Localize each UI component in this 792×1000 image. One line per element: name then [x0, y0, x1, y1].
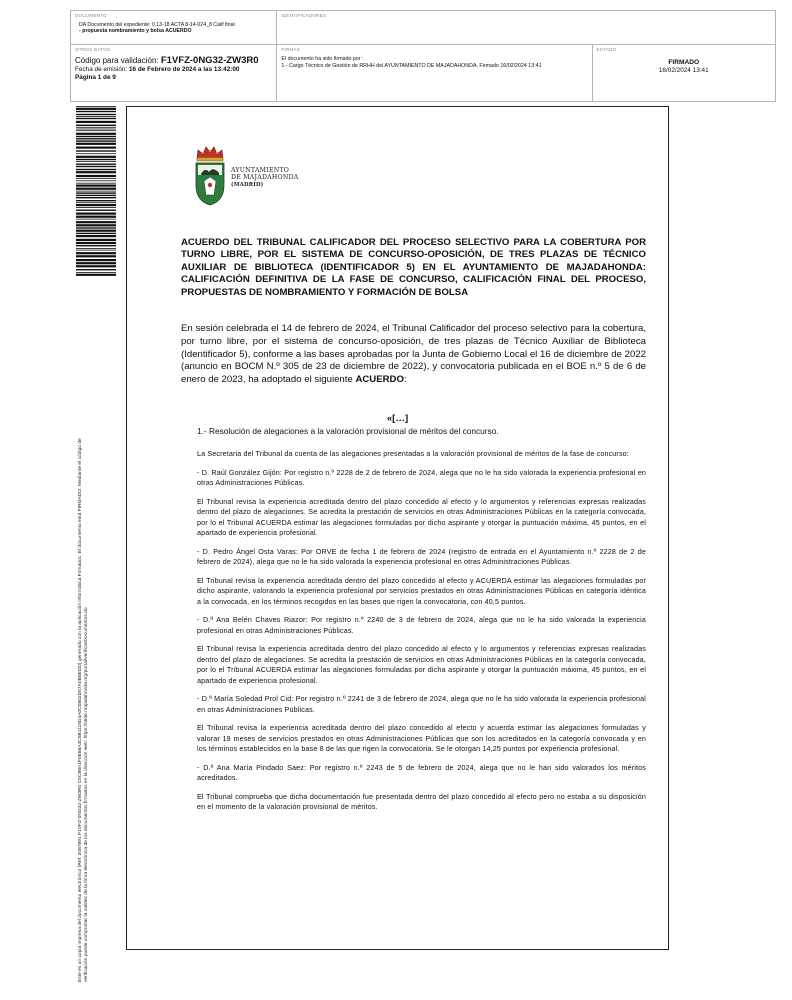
firmas-cell [276, 45, 591, 101]
otros-datos-cell [71, 45, 276, 101]
coat-of-arms-icon [193, 145, 227, 207]
identificadores-label: IDENTIFICADORES [281, 13, 327, 18]
fecha-label: Fecha de emisión: [75, 65, 128, 73]
document-page [126, 106, 669, 950]
documento-cell [71, 11, 276, 44]
barcode-image [76, 106, 116, 276]
status-badge: FIRMADO [668, 58, 700, 66]
documento-label: DOCUMENTO [75, 13, 107, 18]
paragraph-resolution: El Tribunal comprueba que dicha documentación fue presentada dentro del plazo concedido al efecto pero no estaba a su disposición en el momento de la valoración provisional de méritos. [197, 792, 646, 811]
paragraph-allegation: - D. Pedro Ángel Osta Varas: Por ORVE de fecha 1 de febrero de 2024 (registro de entrada en el Ayuntamiento n.º 2228 de 2 de febrero de 2024), alega que no le ha sido valorada la experiencia profesional en otras Administraciones Públicas. [197, 547, 646, 566]
organization-name [231, 167, 298, 189]
paragraph-resolution: El Tribunal revisa la experiencia acreditada dentro del plazo concedido al efecto y lo argumentos y referencias expresas realizadas dentro del plazo de alegaciones. Se acredita la prestación de servicios en otras Administraciones Públicas en la categoría convocada, por lo el Tribunal ACUERDA estimar las alegaciones formuladas por dicho aspirante y otorgar la puntuación máxima, 45 puntos, en el apartado de experiencia profesional. [197, 497, 646, 537]
validation-code: F1VFZ-0NG32-ZW3R0 [160, 54, 259, 66]
paragraph-resolution: El Tribunal revisa la experiencia acreditada dentro del plazo concedido al efecto y ACUERDA estimar las alegaciones formuladas por dicho aspirante, valorando la experiencia profesional por servicios prestados en otras Administraciones Públicas en categoría idéntica a la convocada, en los términos recogidos en las bases que rigen la convocatoria, con 40,5 puntos. [197, 576, 646, 606]
estado-label: ESTADO [596, 47, 617, 52]
org-line-1: AYUNTAMIENTO [231, 167, 290, 174]
verification-line-2: verificación puede comprobar la validez de la firma electrónica de los documentos firmados en la dirección web: https://sede.majadahonda.org/portal/verificarDocumentos.do [84, 607, 90, 982]
identificadores-cell [276, 11, 775, 44]
page-count: Página 1 de 9 [75, 73, 116, 81]
paragraph-allegation: - D.ª Ana Belén Chaves Riazor: Por registro n.º 2240 de 3 de febrero de 2024, alega que no le ha sido valorada la experiencia profesional en otras Administraciones Públicas. [197, 616, 646, 635]
verification-line-1: Este es un copia impresa del documento electrónico (Ref: 2087891 F1VFZ-0NG32-ZW3R0 C5C98A1F0E88A4C5B1115D4A0C0802D57A0B6EDD) generado con la aplicación informática Firmadoc. El documento está FIRMADO. Mediante el código de [78, 438, 83, 982]
org-line-2: DE MAJADAHONDA [231, 174, 299, 182]
paragraph-allegation: - D.ª Ana María Pindado Saez: Por registro n.º 2243 de 5 de febrero de 2024, alega que no le han sido valorados los méritos acreditados. [197, 763, 646, 782]
status-date: 16/02/2024 13:41 [658, 66, 709, 74]
firmas-label: FIRMAS [281, 47, 300, 52]
documento-line-2: - propuesta nombramiento y bolsa ACUERDO [79, 27, 192, 34]
paragraph-allegation: - D. Raúl González Gijón: Por registro n.º 2228 de 2 de febrero de 2024, alega que no le ha sido valorada la experiencia profesional en otras Administraciones Públicas. [197, 468, 646, 487]
paragraph-resolution: El Tribunal revisa la experiencia acreditada dentro del plazo concedido al efecto y acuerda estimar las alegaciones formuladas y valorar 19 meses de servicios prestados en otras Administraciones Públicas que son los acreditados en la categoría convocada y en los términos establecidos en la base 8 de las que rigen la convocatoria. Se le otorgan 14,25 puntos por experiencia profesional. [197, 724, 646, 753]
emission-date: 16 de Febrero de 2024 a las 13:42:00 [129, 65, 240, 73]
validation-code-line [75, 56, 272, 66]
org-line-3: (MADRID) [231, 181, 264, 188]
codigo-label: Código para validación: [75, 55, 159, 65]
metadata-row-document [71, 11, 775, 44]
document-metadata-table [70, 10, 776, 102]
otros-datos-label: OTROS DATOS [75, 47, 111, 52]
paragraph-allegation: - D.ª María Soledad Prol Cid: Por registro n.º 2241 de 3 de febrero de 2024, alega que no le ha sido valorada la experiencia profesional en otras Administraciones Públicas. [197, 695, 646, 714]
quote-open-mark: «[…] [386, 413, 409, 424]
intro-paragraph [181, 323, 646, 387]
estado-cell [592, 45, 775, 101]
body-text [197, 449, 646, 813]
intro-bold: ACUERDO [355, 374, 404, 386]
firmas-intro: El documento ha sido firmado por : [281, 55, 364, 62]
signer-line: 1.- Cargo Técnico de Gestión de RRHH del AYUNTAMIENTO DE MAJADAHONDA. Firmado 16/02/2024 13:41 [281, 62, 542, 69]
intro-text: En sesión celebrada el 14 de febrero de 2024, el Tribunal Calificador del proceso selectivo para la cobertura, por turno libre, por el sistema de concurso-oposición, de tres plazas de Técnico Auxiliar de Biblioteca (Identificador 5), conforme a las bases aprobadas por la Junta de Gobierno Local el 16 de diciembre de 2022 (anuncio en BOCM N.º 305 de 23 de diciembre de 2022), y convocatoria publicada en el BOE n.º 5 de 6 de enero de 2023, ha adoptado el siguiente [181, 323, 646, 386]
metadata-row-signature [71, 44, 775, 101]
intro-end: : [403, 374, 407, 386]
verification-side-note [78, 292, 108, 982]
emission-date-line [75, 66, 272, 74]
paragraph-intro: La Secretaria del Tribunal da cuenta de las alegaciones presentadas a la valoración provisional de méritos de la fase de concurso: [197, 450, 629, 458]
section-heading: 1.- Resolución de alegaciones a la valoración provisional de méritos del concurso. [197, 426, 499, 436]
documento-line-1: DA Documento del expediente: 0.13-18 ACTA 8-14-024_8 Calif final [79, 21, 235, 28]
document-title: ACUERDO DEL TRIBUNAL CALIFICADOR DEL PROCESO SELECTIVO PARA LA COBERTURA POR TURNO LIBRE, POR EL SISTEMA DE CONCURSO-OPOSICIÓN, DE TRES PLAZAS DE TÉCNICO AUXILIAR DE BIBLIOTECA (IDENTIFICADOR 5) EN EL AYUNTAMIENTO DE MAJADAHONDA: CALIFICACIÓN DEFINITIVA DE LA FASE DE CONCURSO, CALIFICACIÓN FINAL DEL PROCESO, PROPUESTAS DE NOMBRAMIENTO Y FORMACIÓN DE BOLSA [181, 237, 646, 298]
paragraph-resolution: El Tribunal revisa la experiencia acreditada dentro del plazo concedido al efecto y lo argumentos y referencias expresas realizadas dentro del plazo de alegaciones. Se acredita la prestación de servicios en otras Administraciones Públicas en la categoría convocada, por lo el Tribunal ACUERDA estimar las alegaciones formuladas por dicha aspirante y otorgar la puntuación máxima, 45 puntos, en el apartado de experiencia profesional. [197, 645, 646, 685]
